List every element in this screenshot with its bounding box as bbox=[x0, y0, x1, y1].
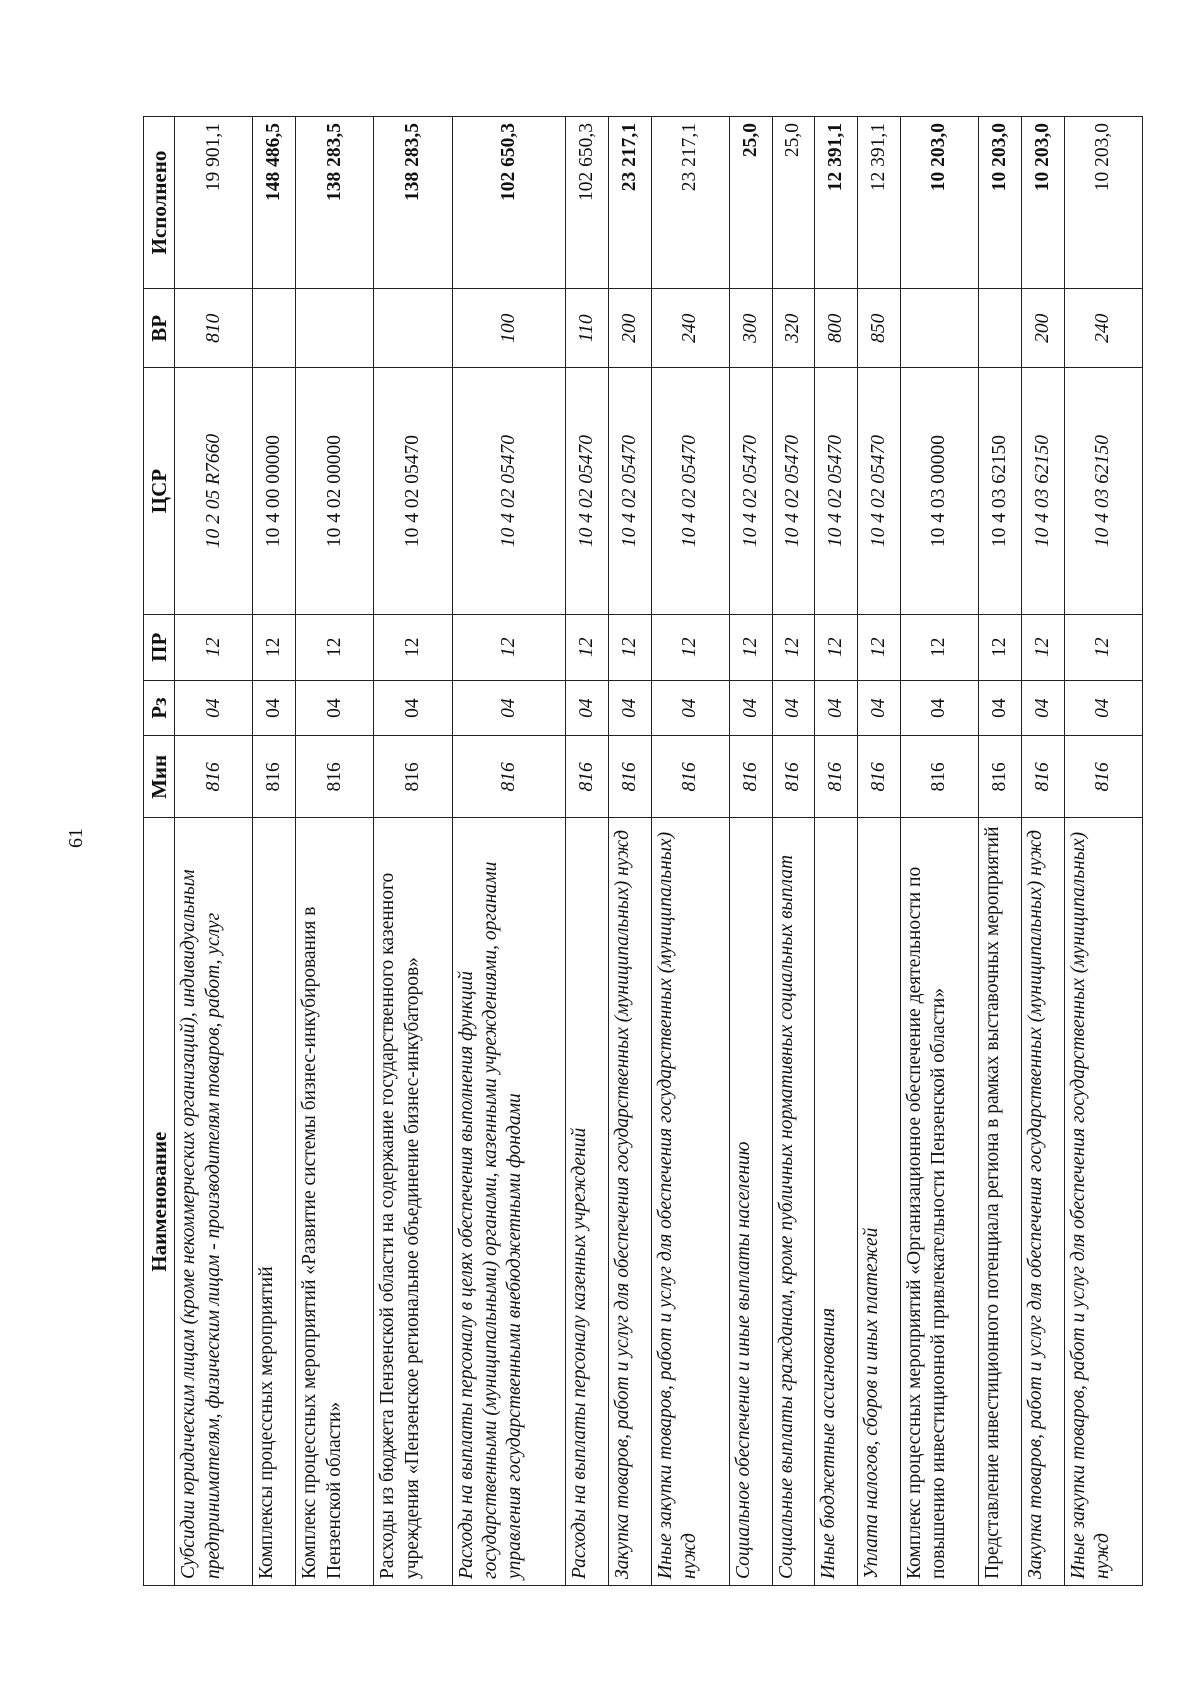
budget-table bbox=[143, 116, 1143, 1586]
cell-name: Социальные выплаты гражданам, кроме публичных нормативных социальных выплат bbox=[772, 818, 815, 1586]
cell-csr: 10 4 02 05470 bbox=[609, 368, 652, 614]
cell-csr: 10 4 02 00000 bbox=[296, 368, 374, 614]
cell-rz: 04 bbox=[979, 680, 1022, 736]
cell-done: 25,0 bbox=[772, 117, 815, 289]
cell-vr: 200 bbox=[609, 289, 652, 368]
cell-csr: 10 4 02 05470 bbox=[815, 368, 858, 614]
table-body bbox=[175, 117, 1143, 1586]
cell-rz: 04 bbox=[253, 680, 296, 736]
cell-pr: 12 bbox=[609, 614, 652, 680]
cell-csr: 10 4 02 05470 bbox=[374, 368, 452, 614]
cell-rz: 04 bbox=[730, 680, 773, 736]
cell-name: Иные бюджетные ассигнования bbox=[815, 818, 858, 1586]
cell-csr: 10 4 03 62150 bbox=[1021, 368, 1064, 614]
cell-vr bbox=[900, 289, 978, 368]
header-name: Наименование bbox=[144, 818, 175, 1586]
table-row bbox=[609, 117, 652, 1586]
cell-vr: 800 bbox=[815, 289, 858, 368]
cell-done: 25,0 bbox=[730, 117, 773, 289]
cell-min: 816 bbox=[1021, 736, 1064, 818]
cell-csr: 10 4 02 05470 bbox=[730, 368, 773, 614]
cell-name: Закупка товаров, работ и услуг для обеспечения государственных (муниципальных) нужд bbox=[1021, 818, 1064, 1586]
cell-rz: 04 bbox=[772, 680, 815, 736]
cell-name: Расходы на выплаты персоналу казенных учреждений bbox=[566, 818, 609, 1586]
cell-done: 138 283,5 bbox=[296, 117, 374, 289]
cell-done: 148 486,5 bbox=[253, 117, 296, 289]
cell-pr: 12 bbox=[858, 614, 901, 680]
cell-pr: 12 bbox=[979, 614, 1022, 680]
cell-min: 816 bbox=[772, 736, 815, 818]
cell-vr: 110 bbox=[566, 289, 609, 368]
page-number: 61 bbox=[65, 828, 87, 848]
cell-csr: 10 4 03 62150 bbox=[979, 368, 1022, 614]
cell-rz: 04 bbox=[858, 680, 901, 736]
cell-rz: 04 bbox=[296, 680, 374, 736]
header-done: Исполнено bbox=[144, 117, 175, 289]
table-row bbox=[730, 117, 773, 1586]
table-row bbox=[979, 117, 1022, 1586]
table-header-row bbox=[144, 117, 175, 1586]
rotated-table-wrapper bbox=[143, 116, 1143, 1586]
cell-pr: 12 bbox=[175, 614, 253, 680]
cell-rz: 04 bbox=[609, 680, 652, 736]
cell-name: Социальное обеспечение и иные выплаты населению bbox=[730, 818, 773, 1586]
header-min: Мин bbox=[144, 736, 175, 818]
cell-rz: 04 bbox=[900, 680, 978, 736]
table-row bbox=[651, 117, 729, 1586]
header-rz: Рз bbox=[144, 680, 175, 736]
cell-min: 816 bbox=[374, 736, 452, 818]
cell-name: Субсидии юридическим лицам (кроме некоммерческих организаций), индивидуальным предпринимателям, физическим лицам - производителям товаров, работ, услуг bbox=[175, 818, 253, 1586]
cell-pr: 12 bbox=[900, 614, 978, 680]
cell-rz: 04 bbox=[175, 680, 253, 736]
cell-vr: 100 bbox=[452, 289, 566, 368]
cell-vr bbox=[253, 289, 296, 368]
cell-min: 816 bbox=[900, 736, 978, 818]
cell-pr: 12 bbox=[566, 614, 609, 680]
cell-csr: 10 2 05 R7660 bbox=[175, 368, 253, 614]
cell-rz: 04 bbox=[815, 680, 858, 736]
cell-name: Комплексы процессных мероприятий bbox=[253, 818, 296, 1586]
cell-vr bbox=[374, 289, 452, 368]
cell-done: 138 283,5 bbox=[374, 117, 452, 289]
table-row bbox=[253, 117, 296, 1586]
cell-pr: 12 bbox=[772, 614, 815, 680]
cell-rz: 04 bbox=[651, 680, 729, 736]
cell-done: 10 203,0 bbox=[979, 117, 1022, 289]
cell-min: 816 bbox=[452, 736, 566, 818]
cell-pr: 12 bbox=[651, 614, 729, 680]
cell-done: 10 203,0 bbox=[1064, 117, 1142, 289]
cell-vr: 240 bbox=[1064, 289, 1142, 368]
table-row bbox=[772, 117, 815, 1586]
cell-pr: 12 bbox=[1021, 614, 1064, 680]
cell-pr: 12 bbox=[1064, 614, 1142, 680]
cell-name: Комплекс процессных мероприятий «Организационное обеспечение деятельности по повышению инвестиционной привлекательности Пензенской области» bbox=[900, 818, 978, 1586]
cell-done: 19 901,1 bbox=[175, 117, 253, 289]
cell-csr: 10 4 03 00000 bbox=[900, 368, 978, 614]
cell-min: 816 bbox=[1064, 736, 1142, 818]
cell-done: 12 391,1 bbox=[815, 117, 858, 289]
cell-pr: 12 bbox=[253, 614, 296, 680]
cell-done: 23 217,1 bbox=[651, 117, 729, 289]
cell-vr: 850 bbox=[858, 289, 901, 368]
cell-rz: 04 bbox=[374, 680, 452, 736]
table-row bbox=[296, 117, 374, 1586]
cell-min: 816 bbox=[566, 736, 609, 818]
cell-done: 102 650,3 bbox=[452, 117, 566, 289]
cell-min: 816 bbox=[175, 736, 253, 818]
cell-name: Закупка товаров, работ и услуг для обеспечения государственных (муниципальных) нужд bbox=[609, 818, 652, 1586]
cell-pr: 12 bbox=[296, 614, 374, 680]
table-row bbox=[175, 117, 253, 1586]
cell-done: 12 391,1 bbox=[858, 117, 901, 289]
cell-name: Расходы из бюджета Пензенской области на содержание государственного казенного учреждения «Пензенское региональное объединение бизнес-инкубаторов» bbox=[374, 818, 452, 1586]
cell-csr: 10 4 00 00000 bbox=[253, 368, 296, 614]
cell-min: 816 bbox=[296, 736, 374, 818]
cell-vr bbox=[979, 289, 1022, 368]
cell-vr: 320 bbox=[772, 289, 815, 368]
cell-name: Комплекс процессных мероприятий «Развитие системы бизнес-инкубирования в Пензенской области» bbox=[296, 818, 374, 1586]
table-row bbox=[858, 117, 901, 1586]
cell-rz: 04 bbox=[1021, 680, 1064, 736]
cell-vr: 200 bbox=[1021, 289, 1064, 368]
cell-min: 816 bbox=[815, 736, 858, 818]
cell-csr: 10 4 02 05470 bbox=[651, 368, 729, 614]
cell-rz: 04 bbox=[1064, 680, 1142, 736]
table-row bbox=[374, 117, 452, 1586]
cell-done: 102 650,3 bbox=[566, 117, 609, 289]
cell-name: Уплата налогов, сборов и иных платежей bbox=[858, 818, 901, 1586]
cell-pr: 12 bbox=[815, 614, 858, 680]
cell-name: Иные закупки товаров, работ и услуг для обеспечения государственных (муниципальных) нужд bbox=[651, 818, 729, 1586]
table-row bbox=[566, 117, 609, 1586]
cell-pr: 12 bbox=[452, 614, 566, 680]
cell-min: 816 bbox=[858, 736, 901, 818]
cell-csr: 10 4 02 05470 bbox=[772, 368, 815, 614]
cell-done: 23 217,1 bbox=[609, 117, 652, 289]
cell-csr: 10 4 02 05470 bbox=[566, 368, 609, 614]
header-vr: ВР bbox=[144, 289, 175, 368]
table-row bbox=[1064, 117, 1142, 1586]
cell-vr: 810 bbox=[175, 289, 253, 368]
cell-pr: 12 bbox=[374, 614, 452, 680]
cell-done: 10 203,0 bbox=[1021, 117, 1064, 289]
cell-min: 816 bbox=[730, 736, 773, 818]
cell-vr: 240 bbox=[651, 289, 729, 368]
cell-pr: 12 bbox=[730, 614, 773, 680]
cell-name: Представление инвестиционного потенциала региона в рамках выставочных мероприятий bbox=[979, 818, 1022, 1586]
cell-vr: 300 bbox=[730, 289, 773, 368]
cell-csr: 10 4 02 05470 bbox=[452, 368, 566, 614]
table-row bbox=[452, 117, 566, 1586]
cell-min: 816 bbox=[651, 736, 729, 818]
cell-vr bbox=[296, 289, 374, 368]
header-csr: ЦСР bbox=[144, 368, 175, 614]
cell-csr: 10 4 03 62150 bbox=[1064, 368, 1142, 614]
header-pr: ПР bbox=[144, 614, 175, 680]
cell-min: 816 bbox=[609, 736, 652, 818]
cell-rz: 04 bbox=[566, 680, 609, 736]
cell-min: 816 bbox=[253, 736, 296, 818]
table-row bbox=[1021, 117, 1064, 1586]
cell-csr: 10 4 02 05470 bbox=[858, 368, 901, 614]
cell-name: Иные закупки товаров, работ и услуг для обеспечения государственных (муниципальных) нужд bbox=[1064, 818, 1142, 1586]
table-row bbox=[815, 117, 858, 1586]
cell-done: 10 203,0 bbox=[900, 117, 978, 289]
cell-rz: 04 bbox=[452, 680, 566, 736]
table-row bbox=[900, 117, 978, 1586]
cell-name: Расходы на выплаты персоналу в целях обеспечения выполнения функций государственными (муниципальными) органами, казенными учреждениями, органами управления государственными внебюджетными фондами bbox=[452, 818, 566, 1586]
cell-min: 816 bbox=[979, 736, 1022, 818]
